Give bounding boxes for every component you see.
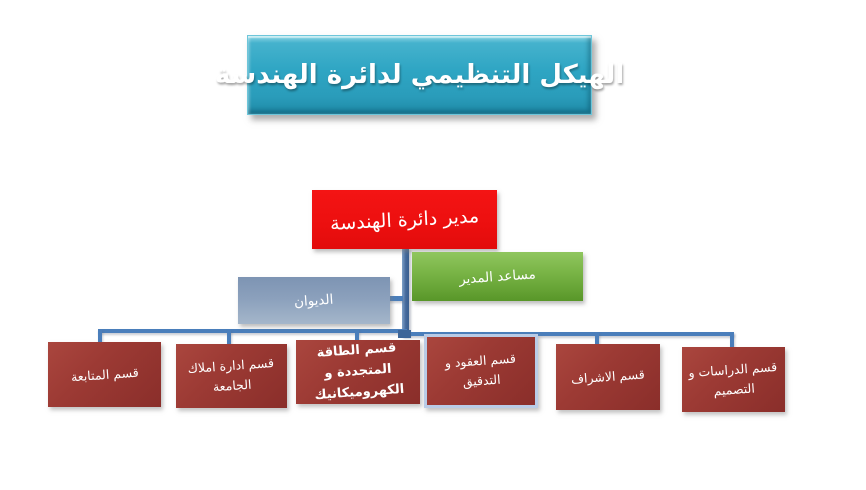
dept-box-university-property[interactable] bbox=[176, 344, 287, 408]
connector-trunk-vertical bbox=[402, 248, 409, 336]
dept-label: قسم الاشراف bbox=[570, 366, 646, 387]
diwan-box[interactable] bbox=[238, 277, 390, 324]
dept-label: قسم المتابعة bbox=[70, 364, 139, 384]
dept-label: قسم الطاقة المتجددة و الكهروميكانيك bbox=[314, 340, 405, 403]
director-label: مدير دائرة الهندسة bbox=[329, 204, 480, 235]
connector-drop-1 bbox=[98, 329, 102, 342]
assistant-director-label: مساعد المدير bbox=[458, 265, 537, 288]
connector-horizontal-left bbox=[98, 329, 407, 333]
director-box[interactable] bbox=[312, 190, 497, 249]
chart-title-box[interactable] bbox=[214, 35, 625, 115]
chart-title: الهيكل التنظيمي لدائرة الهندسة bbox=[214, 60, 625, 90]
dept-label: قسم العقود و التدقيق bbox=[444, 350, 517, 390]
connector-drop-2 bbox=[227, 329, 231, 344]
connector-diwan-stub bbox=[388, 296, 403, 301]
dept-label: قسم الدراسات و التصميم bbox=[687, 358, 778, 398]
dept-box-studies-design[interactable] bbox=[682, 347, 785, 412]
connector-drop-6 bbox=[730, 332, 734, 348]
dept-box-follow-up[interactable] bbox=[48, 342, 161, 407]
dept-box-contracts-audit[interactable] bbox=[424, 334, 538, 408]
dept-box-renewable-energy[interactable] bbox=[296, 340, 420, 404]
dept-label: قسم ادارة املاك الجامعة bbox=[187, 355, 275, 395]
diwan-label: الديوان bbox=[293, 291, 335, 310]
assistant-director-box[interactable] bbox=[412, 252, 583, 301]
dept-box-supervision[interactable] bbox=[556, 344, 660, 410]
